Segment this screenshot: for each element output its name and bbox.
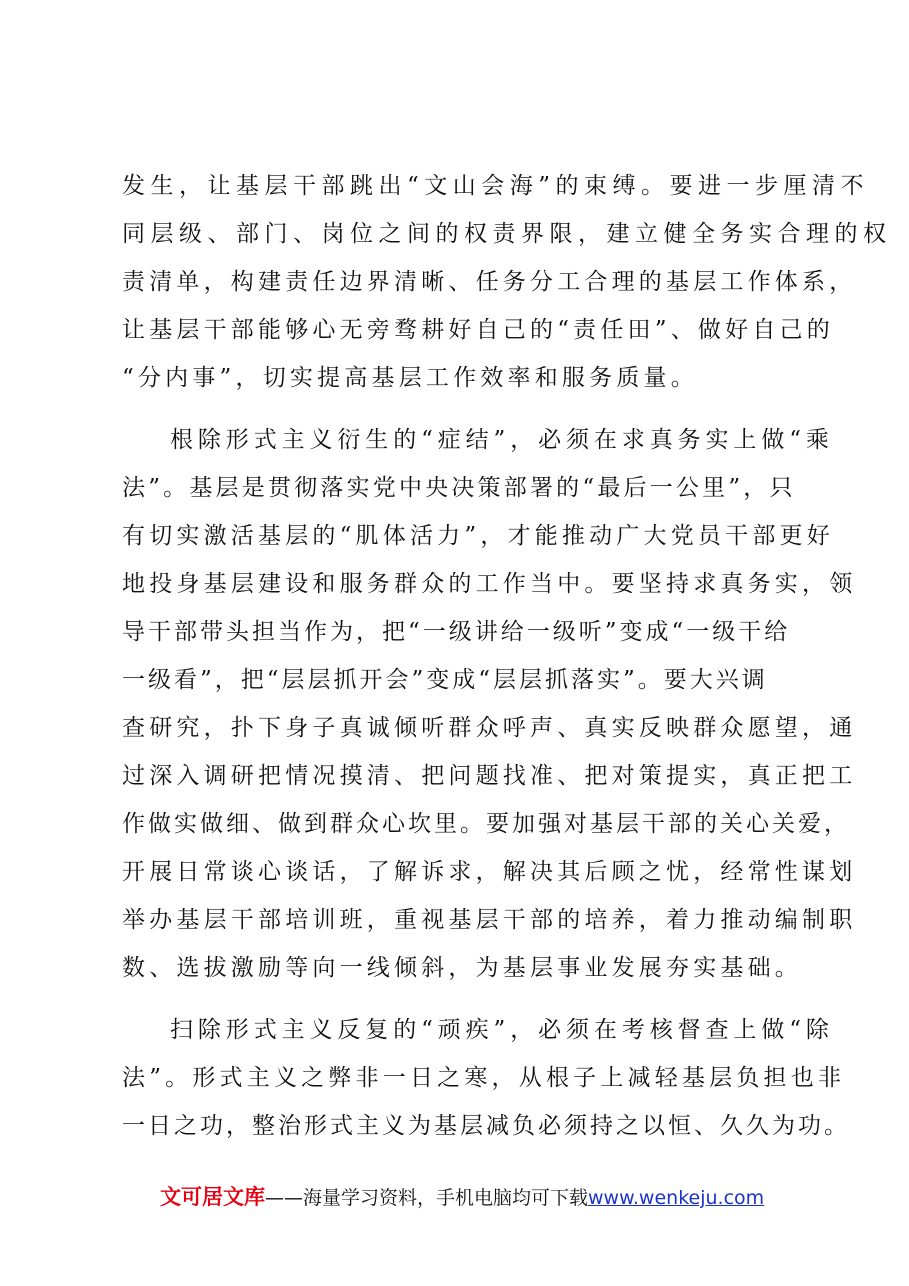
text-line: 根除形式主义衍生的“症结”，必须在求真务实上做“乘 (170, 427, 834, 453)
text-line: 举办基层干部培训班，重视基层干部的培养，着力推动编制职 (122, 907, 857, 933)
text-line: 法”。形式主义之弊非一日之寒，从根子上减轻基层负担也非 (122, 1065, 846, 1091)
footer-brand: 文可居文库 (160, 1185, 265, 1209)
text-line: 查研究，扑下身子真诚倾听群众呼声、真实反映群众愿望，通 (122, 715, 857, 741)
text-line: 一级看”，把“层层抓开会”变成“层层抓落实”。要大兴调 (122, 667, 768, 693)
text-line: 导干部带头担当作为，把“一级讲给一级听”变成“一级干给 (122, 619, 791, 645)
text-line: 同层级、部门、岗位之间的权责界限，建立健全务实合理的权 (122, 221, 892, 247)
text-line: “分内事”，切实提高基层工作效率和服务质量。 (122, 365, 698, 391)
footer-site-link[interactable]: www.wenkeju.com (588, 1187, 765, 1209)
text-line: 作做实做细、做到群众心坎里。要加强对基层干部的关心关爱， (122, 811, 850, 837)
text-line: 地投身基层建设和服务群众的工作当中。要坚持求真务实，领 (122, 571, 857, 597)
page-footer (160, 1181, 800, 1213)
text-line: 过深入调研把情况摸清、把问题找准、把对策提实，真正把工 (122, 763, 857, 789)
text-line: 一日之功，整治形式主义为基层减负必须持之以恒、久久为功。 (122, 1113, 850, 1139)
text-line: 责清单，构建责任边界清晰、任务分工合理的基层工作体系， (122, 269, 857, 295)
text-line: 扫除形式主义反复的“顽疾”，必须在考核督查上做“除 (170, 1017, 834, 1043)
text-line: 让基层干部能够心无旁骛耕好自己的“责任田”、做好自己的 (122, 317, 834, 343)
text-line: 开展日常谈心谈话，了解诉求，解决其后顾之忧，经常性谋划 (122, 859, 857, 885)
article-body (122, 162, 892, 1150)
text-line: 有切实激活基层的“肌体活力”，才能推动广大党员干部更好 (122, 523, 834, 549)
text-line: 数、选拔激励等向一线倾斜，为基层事业发展夯实基础。 (122, 955, 802, 981)
footer-tagline: ——海量学习资料，手机电脑均可下载 (265, 1187, 589, 1209)
text-line: 法”。基层是贯彻落实党中央决策部署的“最后一公里”，只 (122, 475, 796, 501)
text-line: 发生，让基层干部跳出“文山会海”的束缚。要进一步厘清不 (122, 173, 870, 199)
